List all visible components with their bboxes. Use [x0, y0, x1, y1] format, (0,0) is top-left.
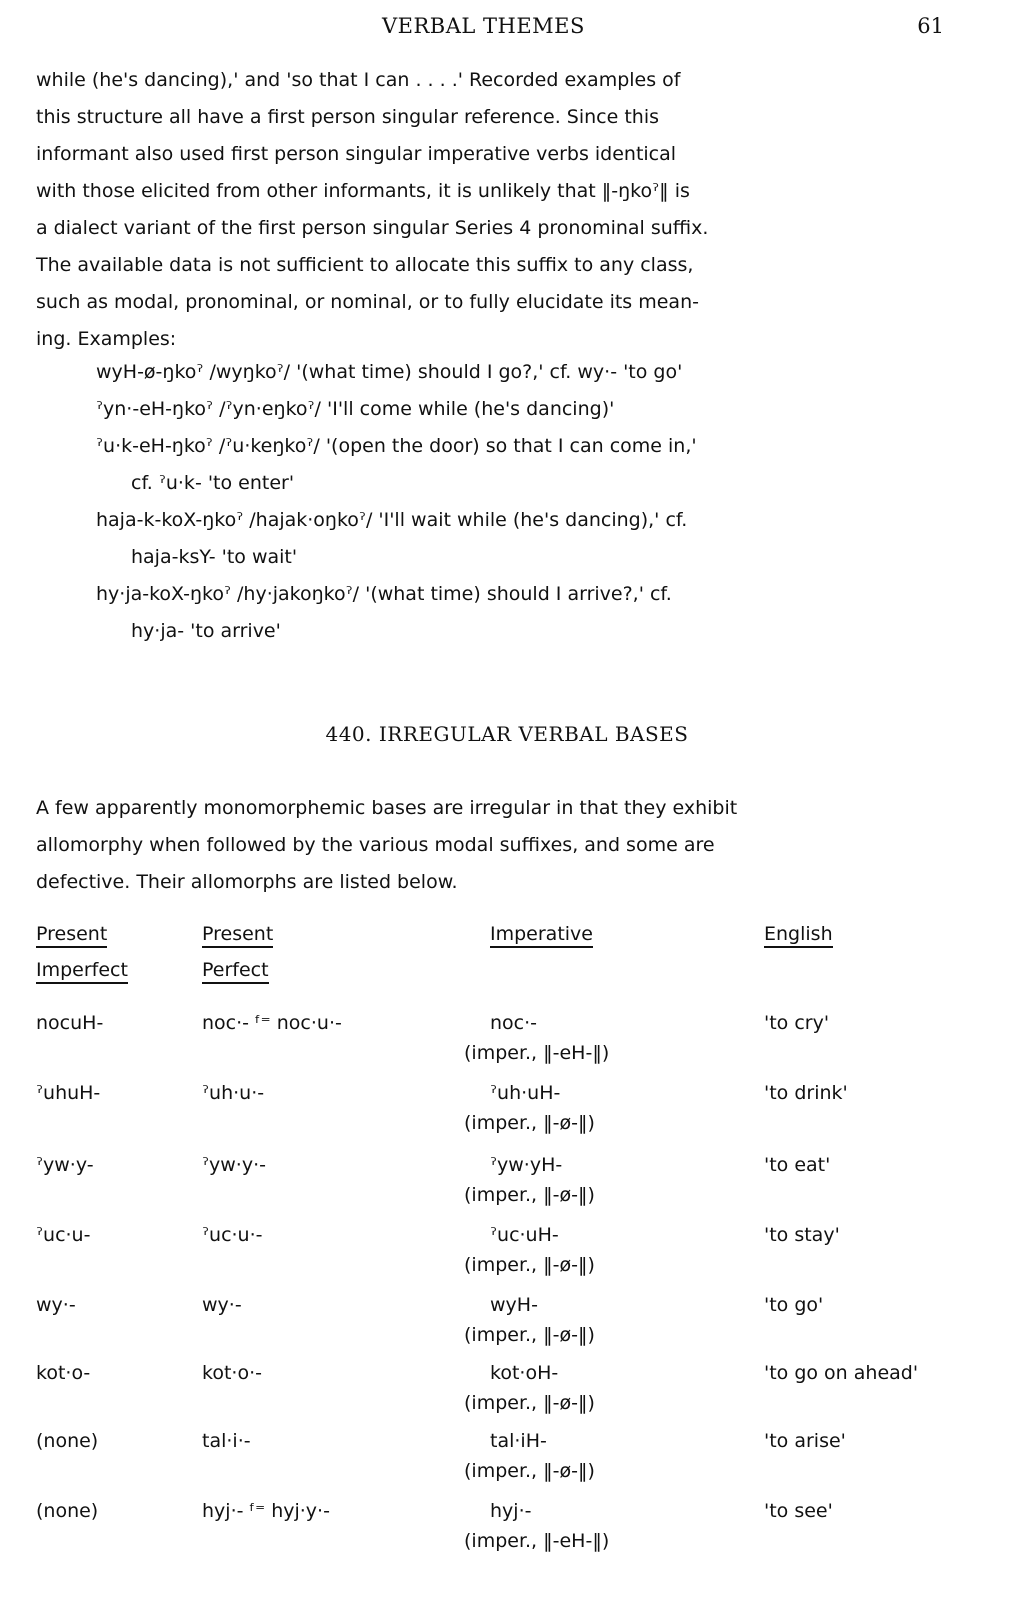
cell-imperfect: ˀuc·u- [36, 1224, 91, 1246]
example-item: ˀu·k-eH-ŋkoˀ /ˀu·keŋkoˀ/ '(open the door) so that I can come in,' [96, 435, 697, 457]
cell-english: 'to go on ahead' [764, 1362, 919, 1384]
example-continuation: hy·ja- 'to arrive' [131, 620, 281, 642]
cell-english: 'to drink' [764, 1082, 848, 1104]
paragraph-line: informant also used first person singular imperative verbs identical [36, 143, 677, 165]
cell-imperfect: (none) [36, 1500, 99, 1522]
header-text: Perfect [202, 958, 269, 984]
cell-english: 'to see' [764, 1500, 833, 1522]
cell-imperative: ˀuc·uH- [490, 1224, 559, 1246]
cell-imperative: noc·- [490, 1012, 538, 1034]
cell-imperative: hyj·- [490, 1500, 532, 1522]
table-row [36, 1224, 996, 1292]
paragraph-line: A few apparently monomorphemic bases are irregular in that they exhibit [36, 797, 738, 819]
table-row [36, 1362, 996, 1430]
cell-perfect: ˀyw·y·- [202, 1154, 266, 1176]
paragraph-line: The available data is not sufficient to allocate this suffix to any class, [36, 254, 694, 276]
body-paragraph [36, 62, 976, 358]
cell-english: 'to go' [764, 1294, 824, 1316]
cell-imperfect: ˀyw·y- [36, 1154, 94, 1176]
cell-perfect: wy·- [202, 1294, 242, 1316]
cell-perfect: ˀuc·u·- [202, 1224, 263, 1246]
header-text: Present [36, 922, 107, 948]
table-row [36, 1500, 996, 1568]
cell-perfect: kot·o·- [202, 1362, 262, 1384]
paragraph-line: with those elicited from other informants, it is unlikely that ‖-ŋkoˀ‖ is [36, 180, 690, 202]
paragraph-line: while (he's dancing),' and 'so that I can . . . .' Recorded examples of [36, 69, 681, 91]
header-text: Imperfect [36, 958, 128, 984]
paragraph-line: allomorphy when followed by the various modal suffixes, and some are [36, 834, 715, 856]
paragraph-line: this structure all have a first person singular reference. Since this [36, 106, 660, 128]
paragraph-line: defective. Their allomorphs are listed below. [36, 871, 458, 893]
example-item: wyH-ø-ŋkoˀ /wyŋkoˀ/ '(what time) should I go?,' cf. wy·- 'to go' [96, 361, 683, 383]
cell-english: 'to cry' [764, 1012, 830, 1034]
cell-imperative-note: (imper., ‖-ø-‖) [464, 1460, 595, 1482]
example-continuation: haja-ksY- 'to wait' [131, 546, 298, 568]
cell-perfect: ˀuh·u·- [202, 1082, 265, 1104]
cell-imperative-note: (imper., ‖-eH-‖) [464, 1530, 610, 1552]
header-present-imperfect [36, 916, 128, 988]
cell-imperative: ˀuh·uH- [490, 1082, 561, 1104]
table-row [36, 1430, 996, 1498]
cell-english: 'to eat' [764, 1154, 831, 1176]
cell-imperative-note: (imper., ‖-ø-‖) [464, 1254, 595, 1276]
header-text: Present [202, 922, 273, 948]
cell-imperative-note: (imper., ‖-ø-‖) [464, 1324, 595, 1346]
cell-imperfect: (none) [36, 1430, 99, 1452]
table-row [36, 1012, 996, 1080]
header-imperative [490, 916, 593, 952]
cell-imperative: kot·oH- [490, 1362, 559, 1384]
cell-imperative: wyH- [490, 1294, 538, 1316]
cell-imperative-note: (imper., ‖-ø-‖) [464, 1392, 595, 1414]
cell-imperative-note: (imper., ‖-eH-‖) [464, 1042, 610, 1064]
paragraph-line: ing. Examples: [36, 328, 177, 350]
cell-imperative-note: (imper., ‖-ø-‖) [464, 1184, 595, 1206]
paragraph-line: such as modal, pronominal, or nominal, or to fully elucidate its mean- [36, 291, 699, 313]
example-item: haja-k-koX-ŋkoˀ /hajak·oŋkoˀ/ 'I'll wait while (he's dancing),' cf. [96, 509, 688, 531]
header-text: English [764, 922, 833, 948]
cell-imperfect: kot·o- [36, 1362, 91, 1384]
header-text: Imperative [490, 922, 593, 948]
cell-perfect: noc·- ᶠ⁼ noc·u·- [202, 1012, 342, 1034]
cell-imperfect: wy·- [36, 1294, 76, 1316]
table-row [36, 1154, 996, 1222]
paragraph-line: a dialect variant of the first person singular Series 4 pronominal suffix. [36, 217, 709, 239]
example-item: ˀyn·-eH-ŋkoˀ /ˀyn·eŋkoˀ/ 'I'll come while (he's dancing)' [96, 398, 615, 420]
table-row [36, 1294, 996, 1362]
examples-list [96, 354, 697, 650]
cell-imperfect: nocuH- [36, 1012, 104, 1034]
table-row [36, 1082, 996, 1150]
page-header [0, 12, 1014, 42]
cell-imperative: tal·iH- [490, 1430, 547, 1452]
cell-english: 'to stay' [764, 1224, 840, 1246]
intro-paragraph [36, 790, 976, 901]
cell-perfect: tal·i·- [202, 1430, 251, 1452]
cell-imperative-note: (imper., ‖-ø-‖) [464, 1112, 595, 1134]
cell-imperfect: ˀuhuH- [36, 1082, 101, 1104]
example-continuation: cf. ˀu·k- 'to enter' [131, 472, 295, 494]
example-item: hy·ja-koX-ŋkoˀ /hy·jakoŋkoˀ/ '(what time) should I arrive?,' cf. [96, 583, 672, 605]
cell-english: 'to arise' [764, 1430, 846, 1452]
section-heading: 440. IRREGULAR VERBAL BASES [325, 722, 689, 746]
cell-perfect: hyj·- ᶠ⁼ hyj·y·- [202, 1500, 330, 1522]
header-english [764, 916, 833, 952]
header-present-perfect [202, 916, 273, 988]
page-number: 61 [917, 14, 944, 38]
running-head: VERBAL THEMES [382, 14, 585, 38]
cell-imperative: ˀyw·yH- [490, 1154, 563, 1176]
